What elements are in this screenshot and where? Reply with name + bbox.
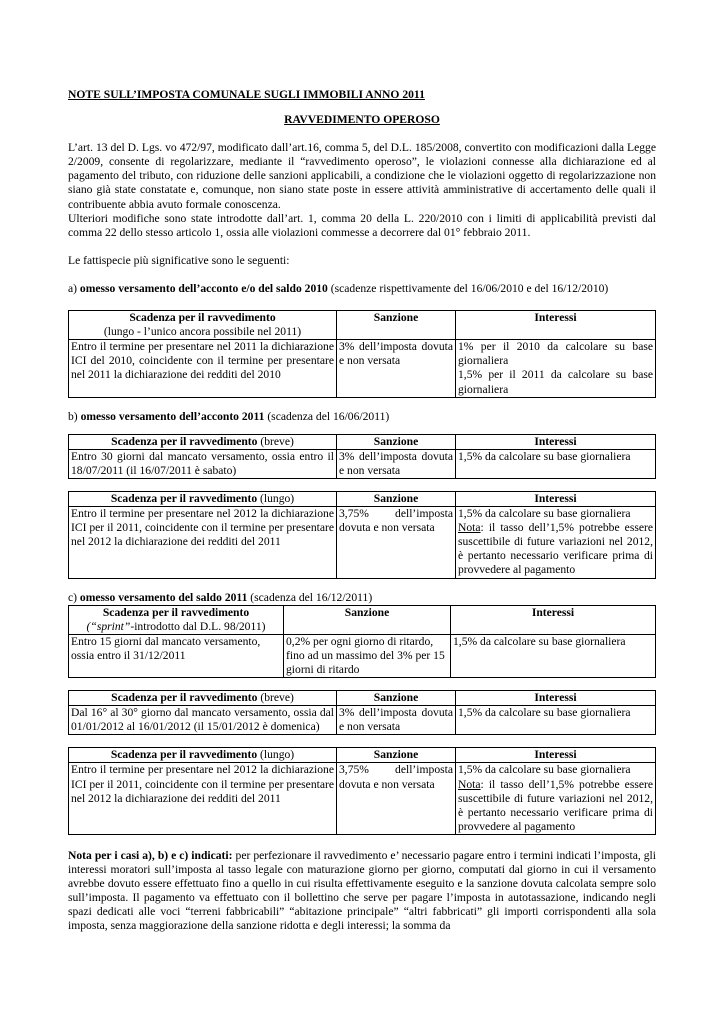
document-title: NOTE SULL’IMPOSTA COMUNALE SUGLI IMMOBILI ANNO 2011 — [68, 88, 425, 101]
table-header-row — [69, 311, 656, 340]
cell-scadenza: Entro 30 giorni dal mancato versamento, ossia entro il 18/07/2011 (il 16/07/2011 è sabato) — [69, 449, 337, 478]
header-sanzione: Sanzione — [337, 748, 456, 763]
cell-interessi: 1% per il 2010 da calcolare su base giornaliera 1,5% per il 2011 da calcolare su base giornaliera — [456, 340, 656, 397]
header-sanzione: Sanzione — [337, 491, 456, 506]
cell-sanzione: 3,75% dell’imposta dovuta e non versata — [337, 507, 456, 578]
table-header-row — [69, 491, 656, 506]
header-sanzione: Sanzione — [284, 605, 451, 634]
table-b-breve — [68, 434, 656, 479]
header-scadenza: Scadenza per il ravvedimento (breve) — [69, 691, 337, 706]
cell-sanzione: 3% dell’imposta dovuta e non versata — [337, 449, 456, 478]
header-sanzione: Sanzione — [337, 691, 456, 706]
table-row — [69, 706, 656, 735]
section-c-heading: c) omesso versamento del saldo 2011 (scadenza del 16/12/2011) — [68, 590, 373, 604]
cell-sanzione: 3% dell’imposta dovuta e non versata — [337, 340, 456, 397]
table-c-breve — [68, 690, 656, 735]
table-row — [69, 507, 656, 578]
cell-sanzione: 3,75% dell’imposta dovuta e non versata — [337, 763, 456, 834]
table-header-row — [69, 605, 656, 634]
header-interessi: Interessi — [456, 311, 656, 340]
header-scadenza: Scadenza per il ravvedimento (lungo - l’unico ancora possibile nel 2011) — [69, 311, 337, 340]
cell-scadenza: Entro il termine per presentare nel 2011 la dichiarazione ICI del 2010, coincidente con il termine per presentare nel 2011 la dichiarazione dei redditi del 2010 — [69, 340, 337, 397]
cell-sanzione: 0,2% per ogni giorno di ritardo, fino ad un massimo del 3% per 15 giorni di ritardo — [284, 634, 451, 677]
table-c-lungo — [68, 747, 656, 835]
header-scadenza: Scadenza per il ravvedimento (“sprint”-introdotto dal D.L. 98/2011) — [69, 605, 284, 634]
header-interessi: Interessi — [456, 434, 656, 449]
final-note: Nota per i casi a), b) e c) indicati: per perfezionare il ravvedimento e’ necessario pagare entro i termini indicati l’imposta, gli interessi moratori sull’imposta al tasso legale con maturazione giorno per giorno, computati dal giorno in cui il versamento avrebbe dovuto essere effettuato fino a quello in cui risulta effettivamente eseguito e la sanzione dovuta calcolata sempre solo sull’imposta. Il pagamento va effettuato con il bollettino che serve per pagare l’imposta in autotassazione, indicando negli spazi dedicati alle voci “terreni fabbricabili” “abitazione principale” “altri fabbricati” gli importi corrispondenti alla sola imposta, senza maggiorazione della sanzione ridotta e degli interessi; la somma da — [68, 848, 656, 933]
header-sanzione: Sanzione — [337, 311, 456, 340]
intro-paragraph-3: Le fattispecie più significative sono le seguenti: — [68, 253, 290, 267]
table-c-sprint — [68, 605, 656, 678]
table-header-row — [69, 748, 656, 763]
table-header-row — [69, 434, 656, 449]
header-scadenza: Scadenza per il ravvedimento (lungo) — [69, 491, 337, 506]
cell-interessi: 1,5% da calcolare su base giornaliera — [451, 634, 656, 677]
table-a — [68, 310, 656, 398]
cell-interessi: 1,5% da calcolare su base giornaliera Nota: il tasso dell’1,5% potrebbe essere suscettibile di future variazioni nel 2012, è pertanto necessario verificare prima di provvedere al pagamento — [456, 507, 656, 578]
header-scadenza: Scadenza per il ravvedimento (lungo) — [69, 748, 337, 763]
table-row — [69, 449, 656, 478]
table-b-lungo — [68, 491, 656, 579]
document-subtitle: RAVVEDIMENTO OPEROSO — [284, 113, 440, 127]
header-interessi: Interessi — [456, 691, 656, 706]
cell-interessi: 1,5% da calcolare su base giornaliera — [456, 706, 656, 735]
cell-scadenza: Entro il termine per presentare nel 2012 la dichiarazione ICI per il 2011, coincidente con il termine per presentare nel 2012 la dichiarazione dei redditi del 2011 — [69, 763, 337, 834]
table-row — [69, 634, 656, 677]
header-sanzione: Sanzione — [337, 434, 456, 449]
intro-paragraph-1: L’art. 13 del D. Lgs. vo 472/97, modificato dall’art.16, comma 5, del D.L. 185/2008, convertito con modificazioni dalla Legge 2/2009, consente di regolarizzare, mediante il “ravvedimento operoso”, le violazioni connesse alla dichiarazione ed al pagamento del tributo, con riduzione delle sanzioni applicabili, a condizione che le violazioni oggetto di regolarizzazione non siano già state constatate e, comunque, non siano state poste in essere attività amministrative di accertamento delle quali il contribuente abbia avuto formale conoscenza. — [68, 141, 656, 211]
header-interessi: Interessi — [451, 605, 656, 634]
header-interessi: Interessi — [456, 491, 656, 506]
cell-scadenza: Entro 15 giorni dal mancato versamento, ossia entro il 31/12/2011 — [69, 634, 284, 677]
cell-scadenza: Dal 16° al 30° giorno dal mancato versamento, ossia dal 01/01/2012 al 16/01/2012 (il 15/01/2012 è domenica) — [69, 706, 337, 735]
section-b-heading: b) omesso versamento dell’acconto 2011 (scadenza del 16/06/2011) — [68, 409, 390, 423]
cell-interessi: 1,5% da calcolare su base giornaliera Nota: il tasso dell’1,5% potrebbe essere suscettibile di future variazioni nel 2012, è pertanto necessario verificare prima di provvedere al pagamento — [456, 763, 656, 834]
section-a-heading: a) omesso versamento dell’acconto e/o del saldo 2010 (scadenze rispettivamente del 16/06/2010 e del 16/12/2010) — [68, 281, 609, 295]
header-scadenza: Scadenza per il ravvedimento (breve) — [69, 434, 337, 449]
table-row — [69, 763, 656, 834]
cell-sanzione: 3% dell’imposta dovuta e non versata — [337, 706, 456, 735]
cell-scadenza: Entro il termine per presentare nel 2012 la dichiarazione ICI per il 2011, coincidente con il termine per presentare nel 2012 la dichiarazione dei redditi del 2011 — [69, 507, 337, 578]
table-header-row — [69, 691, 656, 706]
document-page — [68, 88, 656, 934]
cell-interessi: 1,5% da calcolare su base giornaliera — [456, 449, 656, 478]
table-row — [69, 340, 656, 397]
intro-paragraph-2: Ulteriori modifiche sono state introdotte dall’art. 1, comma 20 della L. 220/2010 con i limiti di applicabilità previsti dal comma 22 dello stesso articolo 1, ossia alle violazioni commesse a decorrere dal 01° febbraio 2011. — [68, 211, 656, 239]
header-interessi: Interessi — [456, 748, 656, 763]
